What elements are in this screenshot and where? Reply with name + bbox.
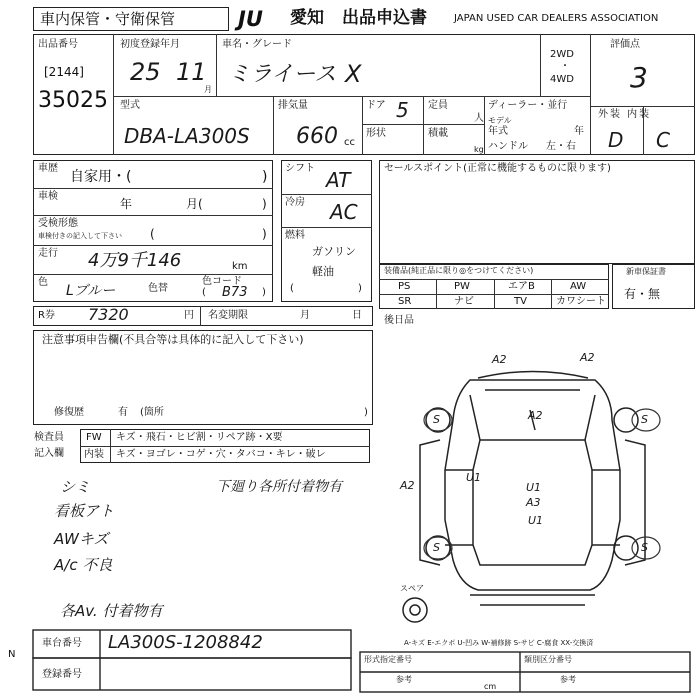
handle-value: 左・右	[546, 141, 576, 152]
category-ref: 参考	[560, 675, 576, 684]
model-value: DBA-LA300S	[124, 124, 250, 148]
displacement-unit: cc	[344, 137, 355, 148]
mark-wheel-rr: S	[641, 541, 648, 554]
mark-a3: A3	[526, 496, 541, 509]
shift-label: シフト	[285, 163, 315, 174]
form-title: 出品申込書	[342, 8, 427, 28]
history-close: )	[262, 169, 268, 185]
fuel-close: )	[358, 283, 362, 294]
equip-navi: ナビ	[454, 296, 474, 307]
inspection-form-label: 受検形態	[38, 218, 78, 229]
shape-label: 形状	[366, 128, 386, 139]
form-model-unit: cm	[484, 682, 497, 691]
history-value: 自家用・(	[70, 169, 132, 185]
year-label: 年式	[488, 126, 508, 137]
mark-a2-side: A2	[400, 479, 415, 492]
lot-number: 35025	[38, 88, 108, 113]
inspection-form-note: 車検付きの記入して下さい	[38, 232, 122, 240]
inspector-label-1: 検査員	[34, 432, 64, 443]
doors-value: 5	[396, 98, 409, 122]
sales-point-label: セールスポイント(正常に機能するものに限ります)	[384, 163, 611, 174]
warranty-label: 新車保証書	[626, 267, 666, 276]
note-ac-fault: A/c 不良	[54, 556, 113, 574]
interior-value: C	[656, 128, 670, 152]
spare-label: スペア	[400, 584, 424, 593]
registration-month: 11	[176, 58, 207, 86]
interior-row-label: 内装	[84, 449, 104, 460]
year-unit: 年	[574, 126, 584, 137]
equip-pw: PW	[454, 281, 470, 292]
doors-label: ドア	[366, 100, 386, 111]
note-stain: シミ	[60, 478, 91, 496]
displacement-label: 排気量	[278, 100, 308, 111]
equipment-label: 装備品(純正品に限り◎をつけてください)	[384, 266, 534, 275]
color-code-close: )	[262, 287, 266, 298]
name-change-label: 名変期限	[208, 310, 248, 321]
form-model-ref: 参考	[396, 675, 412, 684]
history-label: 車歴	[38, 163, 58, 174]
equip-leather-seat: カワシート	[556, 296, 606, 307]
inspection-form-close: )	[262, 227, 267, 241]
mark-u1-rear: U1	[528, 514, 544, 527]
inspection-label: 車検	[38, 191, 58, 202]
mark-a2-hood: A2	[528, 409, 543, 422]
repair-place: (箇所	[140, 407, 164, 418]
mark-a2-front-left: A2	[492, 353, 507, 366]
note-deposits: 各Av. 付着物有	[60, 602, 163, 620]
plate-label: 登録番号	[42, 669, 82, 680]
inspection-form-open: (	[150, 227, 155, 241]
exterior-interior-label: 外装 内装	[598, 109, 652, 120]
name-change-day-unit: 日	[352, 310, 362, 321]
displacement-value: 660	[296, 124, 338, 149]
fuel-gasoline: ガソリン	[312, 245, 356, 258]
color-code-open: (	[202, 287, 206, 298]
registration-year: 25	[130, 58, 161, 86]
load-unit: kg	[474, 145, 484, 154]
form-model-label: 形式指定番号	[364, 655, 412, 664]
recycle-label: R券	[38, 310, 55, 321]
rating-label: 評価点	[610, 39, 640, 50]
dealer-import-label: ディーラー・並行	[488, 100, 568, 111]
notes-label: 注意事項申告欄(不具合等は具体的に記入して下さい)	[42, 333, 304, 346]
color-label: 色	[38, 277, 48, 288]
mark-wheel-fr: S	[641, 413, 648, 426]
car-grade-value: X	[345, 60, 362, 88]
shift-value: AT	[326, 168, 351, 192]
mark-u1-center: U1	[526, 481, 542, 494]
model-label: 型式	[120, 100, 140, 111]
drive-4wd: 4WD	[550, 74, 574, 85]
fw-items: キズ・飛石・ヒビ割・リペア跡・X要	[116, 432, 283, 443]
ju-logo-text: JU	[238, 7, 263, 31]
load-label: 積載	[428, 128, 448, 139]
mark-wheel-rl: S	[433, 541, 440, 554]
chassis-label: 車台番号	[42, 638, 82, 649]
inspection-close: )	[262, 197, 267, 211]
aircon-value: AC	[330, 200, 358, 224]
note-sign-mark: 看板アト	[54, 502, 115, 520]
mark-u1-left: U1	[466, 471, 482, 484]
registration-label: 初度登録年月	[120, 39, 180, 50]
color-code-value: B73	[222, 285, 248, 300]
equip-tv: TV	[514, 296, 527, 307]
repair-value: 有	[118, 407, 128, 418]
later-docs-label: 後日品	[384, 315, 414, 326]
fw-label: FW	[86, 432, 102, 443]
color-change-label: 色替	[148, 283, 168, 294]
association-name: JAPAN USED CAR DEALERS ASSOCIATION	[454, 13, 659, 24]
fuel-open: (	[290, 283, 294, 294]
handle-label: ハンドル	[488, 141, 528, 152]
color-value: Lブルー	[66, 283, 116, 299]
mark-wheel-fl: S	[433, 413, 440, 426]
org-title: 愛知	[290, 8, 324, 28]
name-change-month-unit: 月	[300, 310, 310, 321]
mark-a2-front-right: A2	[580, 351, 595, 364]
car-name-label: 車名・グレード	[222, 39, 292, 50]
warranty-value: 有・無	[624, 287, 661, 301]
drive-2wd: 2WD	[550, 49, 574, 60]
lot-code: [2144]	[44, 65, 84, 79]
mileage-value: 4万9千146	[88, 250, 182, 271]
equip-aw: AW	[570, 281, 587, 292]
note-underbody: 下廻り各所付着物有	[216, 479, 342, 495]
inspector-label-2: 記入欄	[34, 448, 64, 459]
fuel-label: 燃料	[285, 230, 305, 241]
chassis-value: LA300S-1208842	[108, 632, 263, 653]
model-year-label: モデル	[488, 116, 512, 125]
inspection-month-unit: 月(	[186, 197, 203, 211]
mileage-label: 走行	[38, 248, 58, 259]
drive-dot: ・	[560, 61, 570, 72]
lot-label: 出品番号	[38, 39, 78, 50]
exterior-value: D	[608, 128, 624, 152]
capacity-unit: 人	[474, 113, 484, 124]
category-label: 類別区分番号	[524, 655, 572, 664]
chassis-left-mark: N	[8, 649, 16, 660]
note-aw-scratch: AWキズ	[54, 530, 109, 548]
mileage-unit: km	[232, 261, 248, 272]
equip-sr: SR	[398, 296, 412, 307]
capacity-label: 定員	[428, 100, 448, 111]
inspection-year-unit: 年	[120, 197, 133, 211]
repair-close: )	[364, 407, 368, 418]
aircon-label: 冷房	[285, 197, 305, 208]
storage-label: 車内保管・守衛保管	[40, 10, 176, 28]
fuel-diesel: 軽油	[312, 265, 334, 278]
car-name-value: ミライース	[228, 62, 337, 87]
damage-legend: A-キズ E-エクボ U-凹み W-補修跡 S-サビ C-腐食 XX-交換済	[404, 639, 594, 647]
recycle-value: 7320	[88, 305, 129, 324]
equip-ps: PS	[398, 281, 411, 292]
rating-value: 3	[630, 61, 648, 94]
registration-month-unit: 月	[204, 85, 212, 94]
recycle-unit: 円	[184, 310, 194, 321]
equip-airbag: エアB	[508, 281, 535, 292]
repair-label: 修復歴	[54, 407, 84, 418]
interior-row-items: キズ・ヨゴレ・コゲ・穴・タバコ・キレ・破レ	[116, 449, 326, 460]
color-code-label: 色コード	[202, 276, 242, 287]
